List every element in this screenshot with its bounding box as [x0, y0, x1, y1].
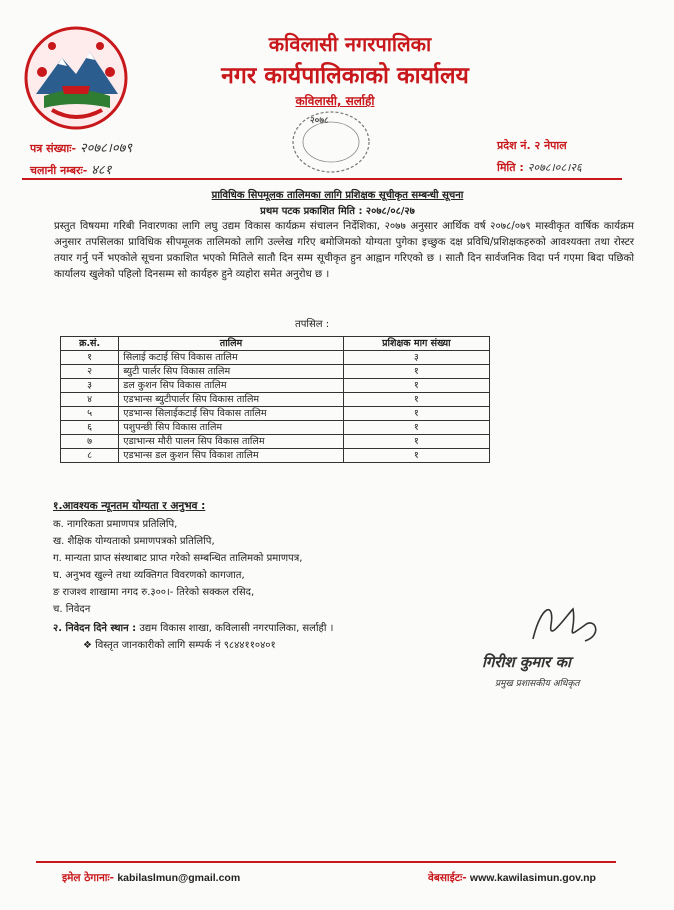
training-table: [60, 336, 490, 463]
requirement-item: क. नागरिकता प्रमाणपत्र प्रतिलिपि,: [53, 519, 178, 530]
header-divider: [22, 178, 622, 180]
stamp-year: २०७८: [310, 116, 329, 126]
col-header-sn: क्र.सं.: [61, 337, 119, 351]
cell-count: १: [343, 421, 489, 435]
cell-training: डल कुशन सिप विकास तालिम: [119, 379, 344, 393]
cell-training: एडभान्स सिलाईकटाई सिप विकास तालिम: [119, 407, 344, 421]
province-label: प्रदेश नं. २ नेपाल: [497, 139, 567, 152]
footer-email: इमेल ठेगानाः- kabilaslmun@gmail.com: [62, 872, 241, 884]
requirements-heading: १.आवश्यक न्यूनतम योग्यता र अनुभव :: [53, 500, 206, 512]
cell-sn: १: [61, 351, 119, 365]
footer-website: वेबसाईटः- www.kawilasimun.gov.np: [428, 872, 596, 884]
notice-subject: प्राविधिक सिपमूलक तालिमका लागि प्रशिक्षक सूचीकृत सम्बन्धी सूचना: [211, 190, 464, 201]
cell-count: १: [343, 379, 489, 393]
cell-count: १: [343, 449, 489, 463]
nepal-emblem-icon: [22, 24, 130, 136]
cell-sn: ३: [61, 379, 119, 393]
published-date: प्रथम पटक प्रकाशित मिति : २०७८/०८/२७: [260, 206, 415, 217]
cell-sn: ४: [61, 393, 119, 407]
date-field: मिति : २०७८।०८।२६: [497, 161, 582, 174]
cell-training: एडभान्स डल कुशन सिप विकाश तालिम: [119, 449, 344, 463]
requirement-item: ङ राजश्व शाखामा नगद रु.३००।- तिरेको सक्कल रसिद,: [53, 587, 255, 598]
contact-detail: ❖ विस्तृत जानकारीको लागि सम्पर्क नं ९८४४११०४०१: [83, 640, 276, 651]
col-header-training: तालिम: [119, 337, 344, 351]
cell-sn: ५: [61, 407, 119, 421]
office-stamp-icon: [290, 108, 372, 176]
col-header-trainer-count: प्रशिक्षक माग संख्या: [343, 337, 489, 351]
requirement-item: घ. अनुभव खुल्ने तथा व्यक्तिगत विवरणको कागजात,: [53, 570, 245, 581]
notice-body: प्रस्तुत विषयमा गरिबी निवारणका लागि लघु उद्यम विकास कार्यक्रम संचालन निर्देशिका, २०७७ अनुसार आर्थिक वर्ष २०७८/०७९ मास्वीकृत वार्षिक कार्यक्रम अनुसार तपसिलका प्राविधिक सीपमूलक तालिमको लागि उल्लेख गरिए बमोजिमको योग्यता पुगेका इच्छुक दक्ष प्रविधि/प्रशिक्षकहरुको आवश्यक्ता तथा रोस्टर तयार गर्नु पर्ने भएकोले सूचना प्रकाशित भएको मितिले सातौ दिन सम्म सूचीकृत हुन आह्वान गरिएको छ । सातौ दिन सार्वजनिक विदा पर्न गएमा बिदा पछिको कार्यालय खुलेको पहिलो दिनसम्म सो कार्यहरु हुने व्यहोरा समेत अनुरोध छ ।: [54, 221, 634, 280]
office-name: नगर कार्यपालिकाको कार्यालय: [221, 63, 469, 89]
table-row: [61, 379, 490, 393]
table-row: [61, 393, 490, 407]
application-place: २. निवेदन दिने स्थान : उद्यम विकास शाखा, कविलासी नगरपालिका, सर्लाही ।: [53, 623, 334, 634]
table-row: [61, 365, 490, 379]
table-row: [61, 435, 490, 449]
signatory-role: प्रमुख प्रशासकीय अधिकृत: [495, 679, 580, 689]
table-row: [61, 351, 490, 365]
cell-training: सिलाई कटाई सिप विकास तालिम: [119, 351, 344, 365]
office-address: कविलासी, सर्लाही: [295, 94, 375, 108]
cell-count: १: [343, 407, 489, 421]
table-row: [61, 421, 490, 435]
requirement-item: ख. शैक्षिक योग्यताको प्रमाणपत्रको प्रतिलिपि,: [53, 536, 215, 547]
dispatch-number: चलानी नम्बरः- ४८१: [30, 163, 112, 178]
cell-count: ३: [343, 351, 489, 365]
cell-training: पशुपन्छी सिप विकास तालिम: [119, 421, 344, 435]
table-row: [61, 407, 490, 421]
cell-sn: ६: [61, 421, 119, 435]
reference-number: पत्र संख्याः- २०७८।०७९: [30, 141, 133, 156]
table-header-row: [61, 337, 490, 351]
municipality-name: कविलासी नगरपालिका: [268, 32, 432, 56]
cell-sn: ८: [61, 449, 119, 463]
cell-sn: ७: [61, 435, 119, 449]
cell-count: १: [343, 393, 489, 407]
signature-icon: [515, 595, 615, 655]
signatory-name: गिरीश कुमार का: [482, 653, 571, 671]
cell-training: एडभान्स ब्युटीपार्लर सिप विकास तालिम: [119, 393, 344, 407]
requirement-item: च. निवेदन: [53, 604, 91, 615]
table-row: [61, 449, 490, 463]
details-label: तपसिल :: [295, 319, 330, 330]
cell-count: १: [343, 435, 489, 449]
cell-sn: २: [61, 365, 119, 379]
footer-divider: [36, 861, 616, 863]
cell-count: १: [343, 365, 489, 379]
requirement-item: ग. मान्यता प्राप्त संस्थाबाट प्राप्त गरेको सम्बन्धित तालिमको प्रमाणपत्र,: [53, 553, 303, 564]
cell-training: ब्युटी पार्लर सिप विकास तालिम: [119, 365, 344, 379]
cell-training: एडाभान्स मौरी पालन सिप विकास तालिम: [119, 435, 344, 449]
